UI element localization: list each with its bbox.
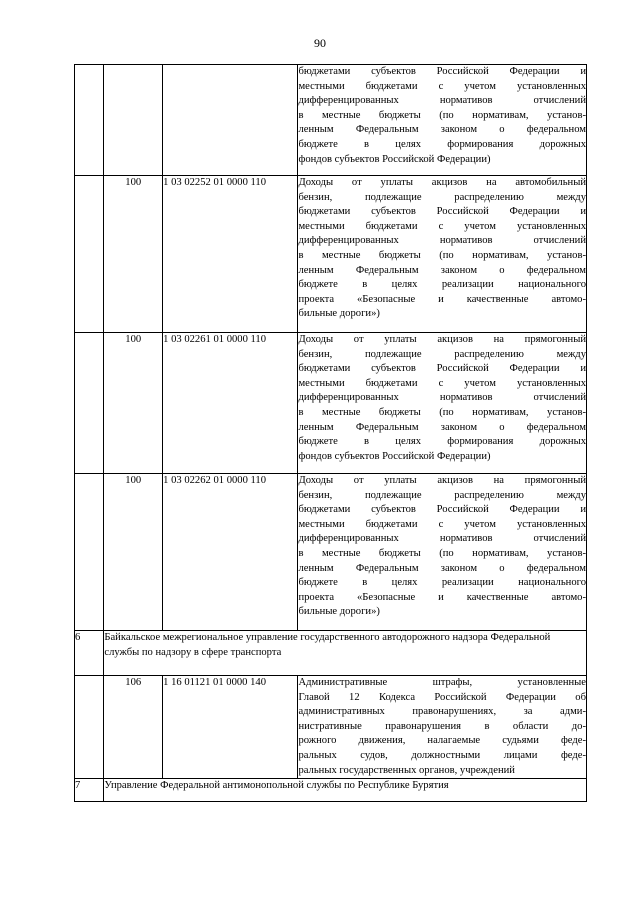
description-line: проекта «Безопасные и качественные автомо- <box>298 293 586 305</box>
table-row <box>75 176 587 333</box>
revenue-description <box>298 333 587 474</box>
kbk-code <box>163 65 298 176</box>
row-number <box>75 176 104 333</box>
description-line: ленным Федеральным законом о федеральном <box>298 124 586 136</box>
description-line: в местные бюджеты (по нормативам, установ- <box>298 109 586 121</box>
description-line: бильные дороги») <box>298 308 380 320</box>
description-line: административных правонарушениях, за адми- <box>298 706 586 718</box>
description-line: бюджете в целях формирования дорожных <box>298 138 586 150</box>
table-row <box>75 333 587 474</box>
description-line: бюджетами субъектов Российской Федерации и <box>298 504 586 516</box>
description-line: бензин, подлежащие распределению между <box>298 489 586 501</box>
description-line: ленным Федеральным законом о федеральном <box>298 421 586 433</box>
description-line: дифференцированных нормативов отчислений <box>298 392 586 404</box>
description-line: Доходы от уплаты акцизов на прямогонный <box>298 475 586 486</box>
description-line: нистративные правонарушения в области до- <box>298 720 586 732</box>
kbk-code: 1 03 02252 01 0000 110 <box>163 176 298 333</box>
description-line: бензин, подлежащие распределению между <box>298 191 586 203</box>
admin-code: 100 <box>104 474 163 631</box>
description-line: бюджете в целях реализации национального <box>298 577 586 589</box>
table-row <box>75 779 587 802</box>
row-number <box>75 474 104 631</box>
table-row <box>75 631 587 676</box>
description-line: бюджетами субъектов Российской Федерации и <box>298 66 586 77</box>
description-line: в местные бюджеты (по нормативам, установ- <box>298 406 586 418</box>
description-line: ленным Федеральным законом о федеральном <box>298 562 586 574</box>
revenue-table <box>74 64 587 802</box>
description-line: Главой 12 Кодекса Российской Федерации об <box>298 691 586 703</box>
description-line: в местные бюджеты (по нормативам, установ- <box>298 547 586 559</box>
table-row <box>75 676 587 779</box>
row-number: 6 <box>75 631 104 676</box>
revenue-description <box>298 176 587 333</box>
description-line: бюджетами субъектов Российской Федерации и <box>298 206 586 218</box>
page-number: 90 <box>314 36 326 50</box>
description-line: дифференцированных нормативов отчислений <box>298 533 586 545</box>
kbk-code: 1 03 02262 01 0000 110 <box>163 474 298 631</box>
admin-code: 100 <box>104 333 163 474</box>
description-line: Доходы от уплаты акцизов на прямогонный <box>298 334 586 345</box>
description-line: Доходы от уплаты акцизов на автомобильный <box>298 177 586 188</box>
description-line: местными бюджетами с учетом установленных <box>298 518 586 530</box>
description-line: проекта «Безопасные и качественные автомо- <box>298 591 586 603</box>
description-line: ральных судов, должностными лицами феде- <box>298 749 586 761</box>
row-number: 7 <box>75 779 104 802</box>
description-line: дифференцированных нормативов отчислений <box>298 95 586 107</box>
description-line: бюджете в целях формирования дорожных <box>298 436 586 448</box>
description-line: фондов субъектов Российской Федерации) <box>298 153 491 165</box>
description-line: ральных государственных органов, учреждений <box>298 764 515 776</box>
description-line: бильные дороги») <box>298 606 380 618</box>
row-number <box>75 65 104 176</box>
agency-name: Байкальское межрегиональное управление государственного автодорожного надзора Федеральной службы по надзору в сфере транспорта <box>104 631 587 676</box>
revenue-description <box>298 676 587 779</box>
agency-name: Управление Федеральной антимонопольной службы по Республике Бурятия <box>104 779 587 802</box>
description-line: бюджете в целях реализации национального <box>298 279 586 291</box>
revenue-description <box>298 474 587 631</box>
description-line: местными бюджетами с учетом установленных <box>298 377 586 389</box>
table-row <box>75 65 587 176</box>
table-row <box>75 474 587 631</box>
description-line: местными бюджетами с учетом установленных <box>298 220 586 232</box>
revenue-description <box>298 65 587 176</box>
description-line: бюджетами субъектов Российской Федерации и <box>298 363 586 375</box>
admin-code <box>104 65 163 176</box>
description-line: ленным Федеральным законом о федеральном <box>298 264 586 276</box>
admin-code: 106 <box>104 676 163 779</box>
admin-code: 100 <box>104 176 163 333</box>
row-number <box>75 676 104 779</box>
description-line: дифференцированных нормативов отчислений <box>298 235 586 247</box>
description-line: рожного движения, налагаемые судьями феде- <box>298 735 586 747</box>
description-line: бензин, подлежащие распределению между <box>298 348 586 360</box>
description-line: фондов субъектов Российской Федерации) <box>298 450 491 462</box>
row-number <box>75 333 104 474</box>
kbk-code: 1 16 01121 01 0000 140 <box>163 676 298 779</box>
description-line: местными бюджетами с учетом установленных <box>298 80 586 92</box>
description-line: в местные бюджеты (по нормативам, установ- <box>298 249 586 261</box>
kbk-code: 1 03 02261 01 0000 110 <box>163 333 298 474</box>
description-line: Административные штрафы, установленные <box>298 677 586 688</box>
